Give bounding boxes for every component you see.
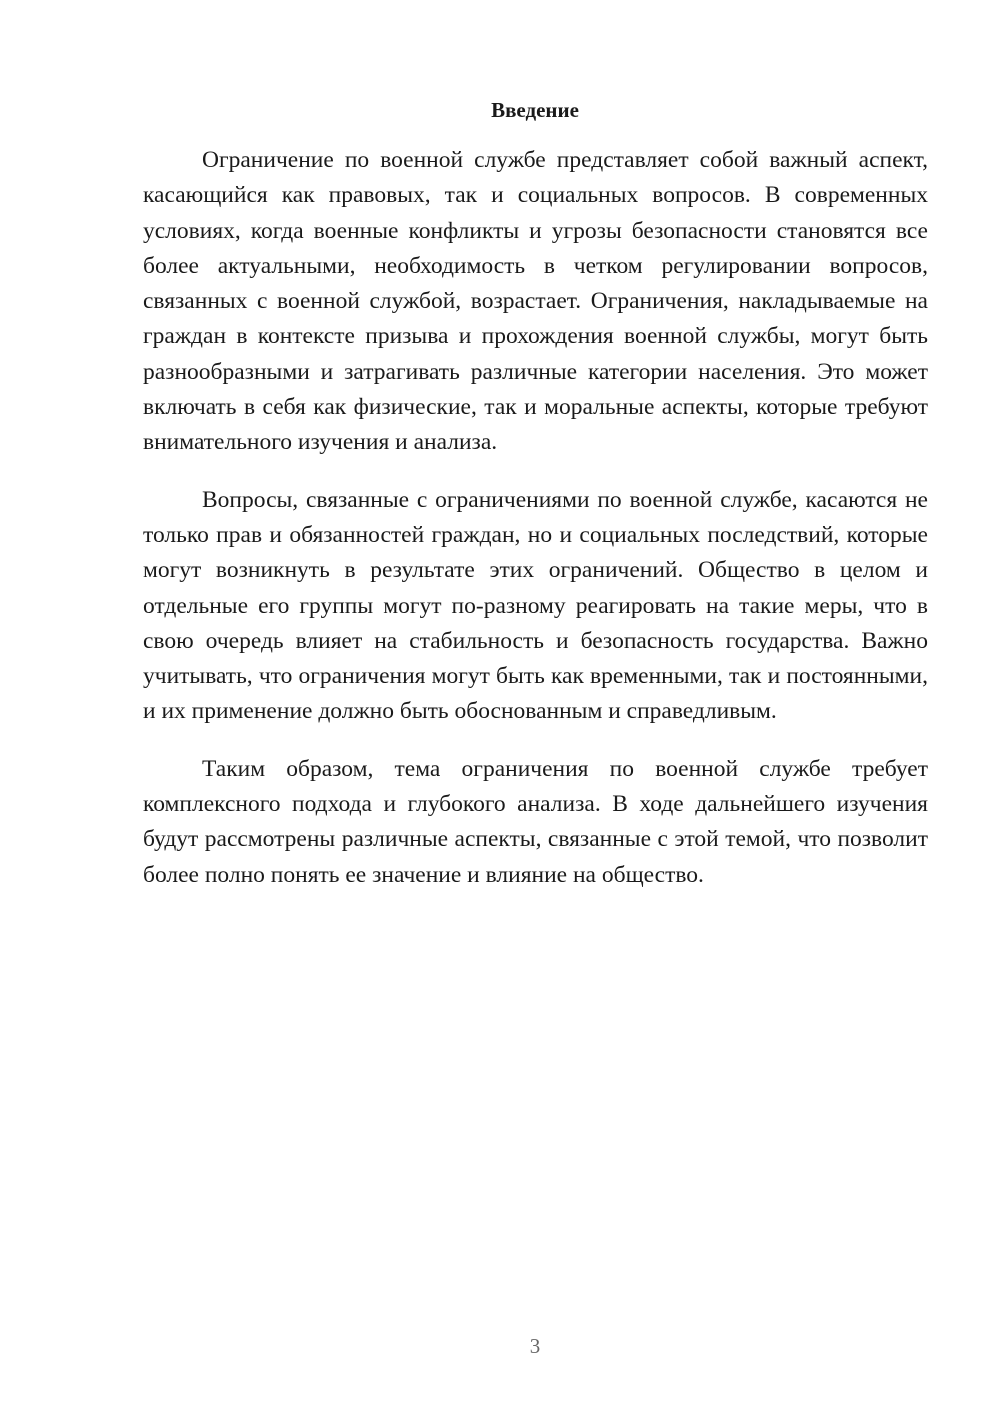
- paragraph-3: Таким образом, тема ограничения по военной службе требует комплексного подхода и глубокого анализа. В ходе дальнейшего изучения будут рассмотрены различные аспекты, связанные с этой темой, что позволит более полно понять ее значение и влияние на общество.: [143, 755, 928, 888]
- paragraph-1: Ограничение по военной службе представляет собой важный аспект, касающийся как правовых, так и социальных вопросов. В современных условиях, когда военные конфликты и угрозы безопасности становятся все более актуальными, необходимость в четком регулировании вопросов, связанных с военной службой, возрастает. Ограничения, накладываемые на граждан в контексте призыва и прохождения военной службы, могут быть разнообразными и затрагивать различные категории населения. Это может включать в себя как физические, так и моральные аспекты, которые требуют внимательного изучения и анализа.: [143, 147, 928, 456]
- body-text: [143, 143, 928, 915]
- section-heading: Введение: [491, 98, 579, 122]
- paragraph-2: Вопросы, связанные с ограничениями по военной службе, касаются не только прав и обязанностей граждан, но и социальных последствий, которые могут возникнуть в результате этих ограничений. Общество в целом и отдельные его группы могут по-разному реагировать на такие меры, что в свою очередь влияет на стабильность и безопасность государства. Важно учитывать, что ограничения могут быть как временными, так и постоянными, и их применение должно быть обоснованным и справедливым.: [143, 486, 928, 725]
- page-number: 3: [529, 1334, 541, 1358]
